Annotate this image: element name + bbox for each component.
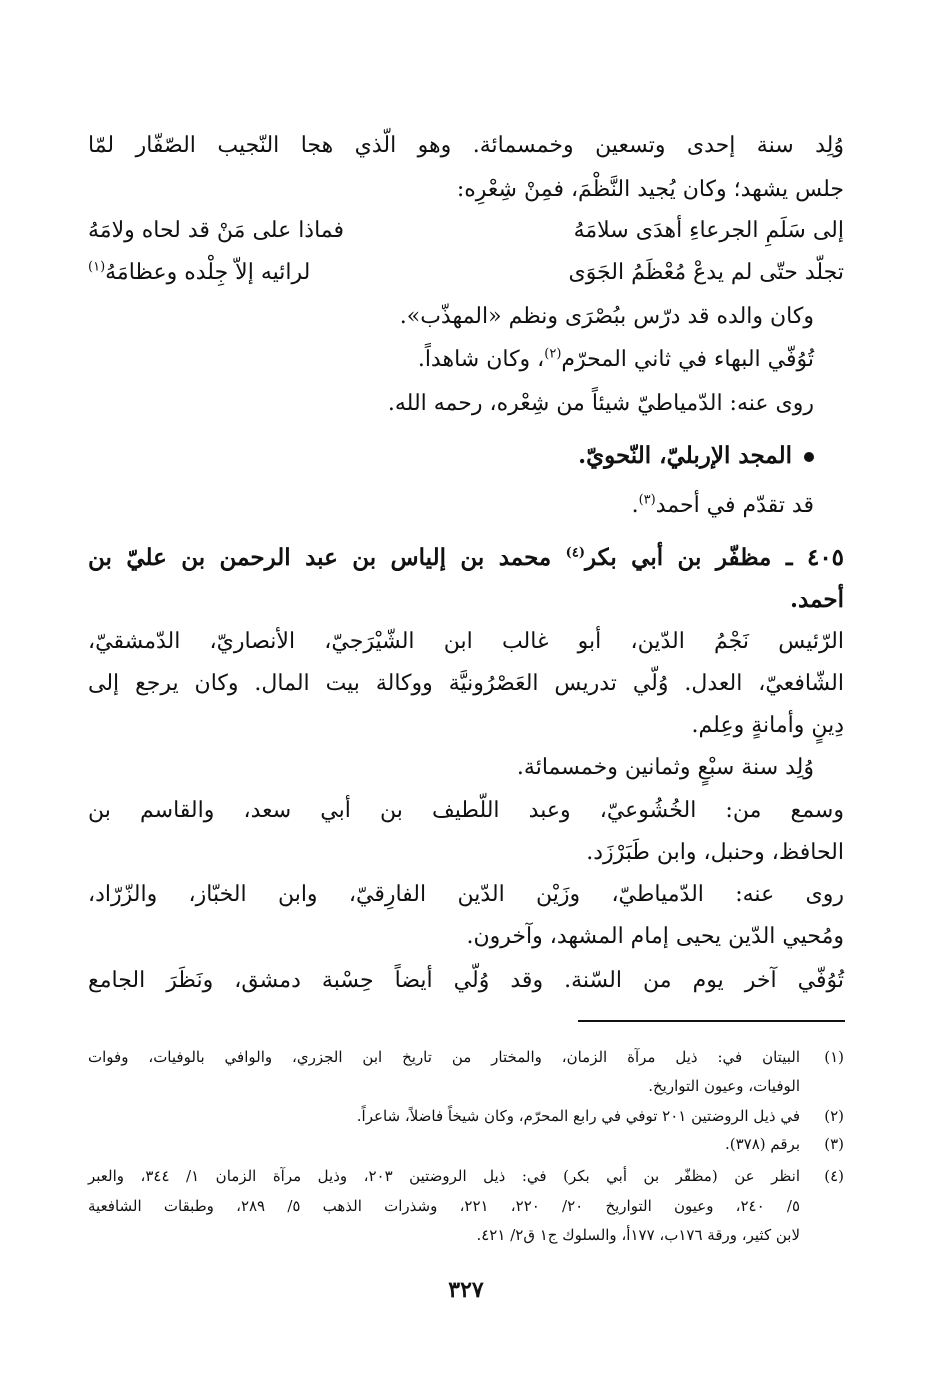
footnote-4-line-3: لابن كثير، ورقة ١٧٦ب، ١٧٧أ، والسلوك ج١ ق٢/ ٤٢١. (476, 1226, 800, 1244)
footnote-1-number: (١) (824, 1048, 844, 1066)
footnote-3-number: (٣) (824, 1135, 844, 1153)
page-number: ٣٢٧ (448, 1277, 484, 1303)
verse-1-first-hemistich: إلى سَلَمِ الجرعاءِ أهدَى سلامَهُ (573, 218, 844, 243)
entry-line-7: روى عنه: الدّمياطيّ، وزَيْن الدّين الفارِقيّ، وابن الخبّاز، والزّرّاد، (88, 882, 844, 907)
body-line-death (88, 340, 814, 380)
footnote-4-number: (٤) (824, 1167, 844, 1185)
footnote-2-number: (٢) (824, 1107, 844, 1125)
body-line-1: وُلِد سنة إحدى وتسعين وخمسمائة. وهو الّذي هجا النّجيب الصّفّار لمّا (88, 133, 844, 158)
verse-1-second-hemistich: فماذا على مَنْ قد لحاه ولامَهُ (88, 218, 345, 243)
bullet-icon (804, 452, 814, 462)
entry-line-2: الشّافعيّ، العدل. وُلّي تدريس العَصْرُونيَّة ووكالة بيت المال. وكان يرجع إلى (88, 671, 844, 696)
footnote-ref-3: (٣) (638, 492, 656, 508)
death-text: تُوُفّي البهاء في ثاني المحرّم (561, 347, 814, 372)
footnote-ref-4: (٤) (565, 545, 585, 561)
footnote-1-line-2: الوفيات، وعيون التواريخ. (648, 1077, 800, 1095)
footnote-4-line-2: ٥/ ٢٤٠، وعيون التواريخ ٢٠/ ٢٢٠، ٢٢١، وشذرات الذهب ٥/ ٢٨٩، وطبقات الشافعية (88, 1197, 801, 1215)
footnote-3-line-1: برقم (٣٧٨). (724, 1135, 800, 1153)
majd-reference-text: قد تقدّم في أحمد (655, 493, 814, 518)
footnote-4-line-1: انظر عن (مظفّر بن أبي بكر) في: ذيل الروضتين ٢٠٣، وذيل مرآة الزمان ١/ ٣٤٤، والعبر (88, 1167, 800, 1185)
verse-2-second-hemistich (88, 253, 310, 293)
entry-line-5: وسمع من: الخُشُوعيّ، وعبد اللّطيف بن أبي سعد، والقاسم بن (88, 798, 844, 823)
entry-line-4: وُلِد سنة سبْعٍ وثمانين وخمسمائة. (516, 755, 814, 780)
entry-name-1: مظفّر بن أبي بكر (584, 544, 772, 571)
verse-2-second-text: لرائيه إلاّ جِلْده وعظامَهُ (105, 260, 311, 285)
entry-heading-line-2: أحمد. (790, 586, 844, 613)
body-line-2: جلس يشهد؛ وكان يُجيد النَّظْمَ، فمِنْ شِعْرِه: (456, 177, 844, 202)
majd-heading-text: المجد الإربليّ، النّحويّ. (578, 442, 792, 469)
entry-line-1: الرّئيس نَجْمُ الدّين، أبو غالب ابن الشّيْرَجيّ، الأنصاريّ، الدّمشقيّ، (88, 629, 844, 654)
verse-2-first-hemistich: تجلّد حتّى لم يدعْ مُعْظَمُ الجَوَى (568, 260, 844, 285)
entry-line-3: دِينٍ وأمانةٍ وعِلم. (691, 713, 844, 738)
majd-heading (88, 436, 814, 476)
majd-reference-end: . (631, 493, 639, 518)
footnote-2-line-1: في ذيل الروضتين ٢٠١ توفي في رابع المحرّم، وكان شيخاً فاضلاً، شاعراً. (356, 1107, 800, 1125)
footnote-separator (578, 1020, 845, 1022)
entry-name-2: محمد بن إلياس بن عبد الرحمن بن عليّ بن (88, 544, 552, 571)
entry-line-6: الحافظ، وحنبل، وابن طَبَرْزَد. (586, 840, 844, 865)
entry-line-9: تُوُفّي آخر يوم من السّنة. وقد وُلّي أيضاً حِسْبة دمشق، ونَظَرَ الجامع (88, 968, 844, 993)
majd-reference (88, 486, 814, 526)
body-line-father: وكان والده قد درّس ببُصْرَى ونظم «المهذّب». (399, 304, 814, 329)
footnote-1-line-1: البيتان في: ذيل مرآة الزمان، والمختار من تاريخ ابن الجزري، والوافي بالوفيات، وفوات (88, 1048, 800, 1066)
body-line-narrators: روى عنه: الدّمياطيّ شيئاً من شِعْره، رحمه الله. (387, 391, 814, 416)
entry-heading (88, 538, 844, 578)
entry-line-8: ومُحيي الدّين يحيى إمام المشهد، وآخرون. (466, 924, 844, 949)
footnote-ref-2: (٢) (544, 346, 562, 362)
entry-number: ٤٠٥ ـ (785, 544, 845, 571)
death-text-rest: ، وكان شاهداً. (417, 347, 545, 372)
footnote-ref-1: (١) (88, 259, 106, 275)
